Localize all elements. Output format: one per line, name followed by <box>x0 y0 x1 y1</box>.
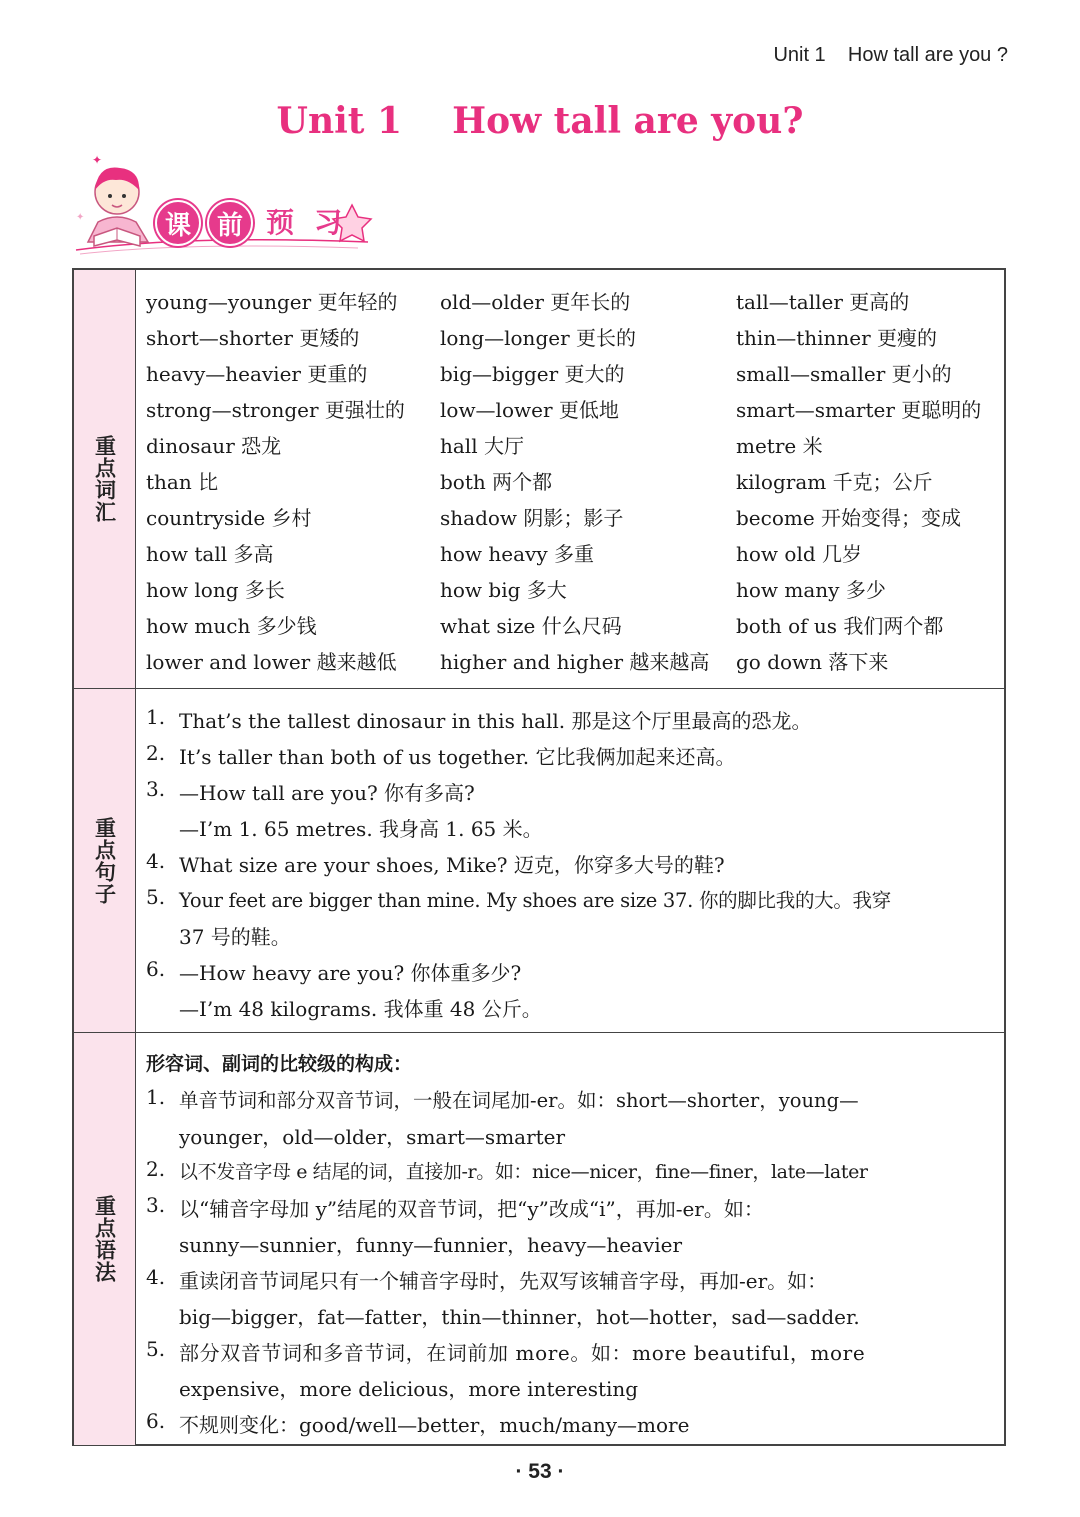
vocab-row <box>146 610 996 646</box>
vocab-row <box>146 430 996 466</box>
banner-char: 习 <box>313 206 342 239</box>
line-number: 2. <box>146 741 166 765</box>
banner-char: 预 <box>265 206 294 239</box>
vocab-item: lower and lower 越来越低 <box>146 650 397 674</box>
sentence-text: It’s taller than both of us together. 它比我俩加起来还高。 <box>179 745 736 769</box>
sentence-text: Your feet are bigger than mine. My shoes are size 37. 你的脚比我的大。我穿 <box>179 889 891 912</box>
vocab-item: how long 多长 <box>146 578 285 602</box>
grammar-text: big—bigger，fat—fatter，thin—thinner，hot—hotter，sad—sadder. <box>179 1305 860 1329</box>
sentence-text: What size are your shoes, Mike? 迈克，你穿多大号的鞋? <box>179 853 725 877</box>
vocab-row <box>146 466 996 502</box>
line-number: 4. <box>146 1265 166 1289</box>
vocab-row <box>146 394 996 430</box>
section-label: 重点语法 <box>92 1195 117 1283</box>
vocab-item: both of us 我们两个都 <box>736 614 944 638</box>
line-number: 5. <box>146 885 166 909</box>
vocab-content <box>146 270 996 688</box>
vocab-item: old—older 更年长的 <box>440 290 631 314</box>
grammar-content <box>146 1033 996 1445</box>
vocab-row <box>146 538 996 574</box>
vocab-item: both 两个都 <box>440 470 553 494</box>
vocab-row <box>146 646 996 682</box>
vocab-item: long—longer 更长的 <box>440 326 636 350</box>
grammar-text: 以“辅音字母加 y”结尾的双音节词，把“y”改成“i”，再加-er。如： <box>179 1197 764 1221</box>
grammar-section <box>74 1032 1004 1445</box>
line-number: 6. <box>146 1409 166 1433</box>
vocab-item: higher and higher 越来越高 <box>440 650 710 674</box>
vocab-section <box>74 270 1004 688</box>
vocab-item: than 比 <box>146 470 219 494</box>
vocab-item: metre 米 <box>736 434 823 458</box>
running-header: Unit 1 How tall are you ? <box>773 44 1008 66</box>
grammar-text: sunny—sunnier，funny—funnier，heavy—heavier <box>179 1233 683 1257</box>
grammar-text: 部分双音节词和多音节词，在词前加 more。如：more beautiful，more <box>179 1341 866 1365</box>
vocab-item: low—lower 更低地 <box>440 398 619 422</box>
line-number: 3. <box>146 777 166 801</box>
vocab-row <box>146 322 996 358</box>
vocab-item: how tall 多高 <box>146 542 274 566</box>
vocab-item: how big 多大 <box>440 578 567 602</box>
study-table <box>72 268 1006 1446</box>
vocab-item: young—younger 更年轻的 <box>146 290 398 314</box>
vocab-item: become 开始变得；变成 <box>736 506 962 530</box>
vocab-row <box>146 358 996 394</box>
sentences-section <box>74 688 1004 1033</box>
sentence-text: —How tall are you? 你有多高? <box>179 781 475 805</box>
vocab-row <box>146 286 996 322</box>
sentence-text: —I’m 48 kilograms. 我体重 48 公斤。 <box>179 997 542 1021</box>
grammar-text: 以不发音字母 e 结尾的词，直接加-r。如：nice—nicer，fine—finer，late—later <box>179 1161 868 1183</box>
vocab-item: tall—taller 更高的 <box>736 290 910 314</box>
line-number: 3. <box>146 1193 166 1217</box>
grammar-text: 单音节词和部分双音节词，一般在词尾加-er。如：short—shorter，young— <box>179 1089 859 1112</box>
line-number: 1. <box>146 705 166 729</box>
grammar-text: 重读闭音节词尾只有一个辅音字母时，先双写该辅音字母，再加-er。如： <box>179 1269 828 1293</box>
page-number: · 53 · <box>515 1460 565 1483</box>
vocab-item: thin—thinner 更瘦的 <box>736 326 938 350</box>
vocab-item: go down 落下来 <box>736 650 889 674</box>
line-number: 6. <box>146 957 166 981</box>
grammar-text: expensive，more delicious，more interesting <box>179 1377 639 1401</box>
section-label: 重点句子 <box>92 817 117 905</box>
grammar-text: 不规则变化：good/well—better，much/many—more <box>179 1413 690 1437</box>
sentence-text: —How heavy are you? 你体重多少? <box>179 961 522 985</box>
vocab-item: small—smaller 更小的 <box>736 362 952 386</box>
vocab-item: what size 什么尺码 <box>440 614 622 638</box>
vocab-item: countryside 乡村 <box>146 506 312 530</box>
line-number: 5. <box>146 1337 166 1361</box>
preview-banner <box>155 200 349 246</box>
grammar-text: younger，old—older，smart—smarter <box>179 1125 566 1149</box>
banner-char: 课 <box>155 200 201 246</box>
line-number: 4. <box>146 849 166 873</box>
vocab-item: how much 多少钱 <box>146 614 317 638</box>
sentences-content <box>146 689 996 1033</box>
sentence-text: 37 号的鞋。 <box>179 925 291 949</box>
section-label-cell <box>74 270 136 688</box>
vocab-item: big—bigger 更大的 <box>440 362 625 386</box>
section-label-cell <box>74 1033 136 1445</box>
vocab-item: how heavy 多重 <box>440 542 594 566</box>
line-number: 2. <box>146 1157 166 1181</box>
svg-text:✦: ✦ <box>92 153 103 167</box>
vocab-item: how many 多少 <box>736 578 886 602</box>
vocab-row <box>146 502 996 538</box>
sentence-text: That’s the tallest dinosaur in this hall. 那是这个厅里最高的恐龙。 <box>179 709 812 733</box>
vocab-item: shadow 阴影；影子 <box>440 506 624 530</box>
page-title: Unit 1 How tall are you? <box>276 100 804 142</box>
svg-text:✦: ✦ <box>76 212 85 223</box>
vocab-item: smart—smarter 更聪明的 <box>736 398 982 422</box>
vocab-item: heavy—heavier 更重的 <box>146 362 368 386</box>
vocab-row <box>146 574 996 610</box>
banner-char: 前 <box>207 200 253 246</box>
sentence-text: —I’m 1. 65 metres. 我身高 1. 65 米。 <box>179 817 543 841</box>
section-label-cell <box>74 689 136 1033</box>
vocab-item: how old 几岁 <box>736 542 862 566</box>
section-label: 重点词汇 <box>92 435 117 523</box>
vocab-item: kilogram 千克；公斤 <box>736 470 933 494</box>
line-number: 1. <box>146 1085 166 1109</box>
grammar-heading: 形容词、副词的比较级的构成： <box>146 1053 413 1075</box>
vocab-item: hall 大厅 <box>440 434 524 458</box>
vocab-item: strong—stronger 更强壮的 <box>146 398 405 422</box>
vocab-item: short—shorter 更矮的 <box>146 326 360 350</box>
vocab-item: dinosaur 恐龙 <box>146 434 282 458</box>
